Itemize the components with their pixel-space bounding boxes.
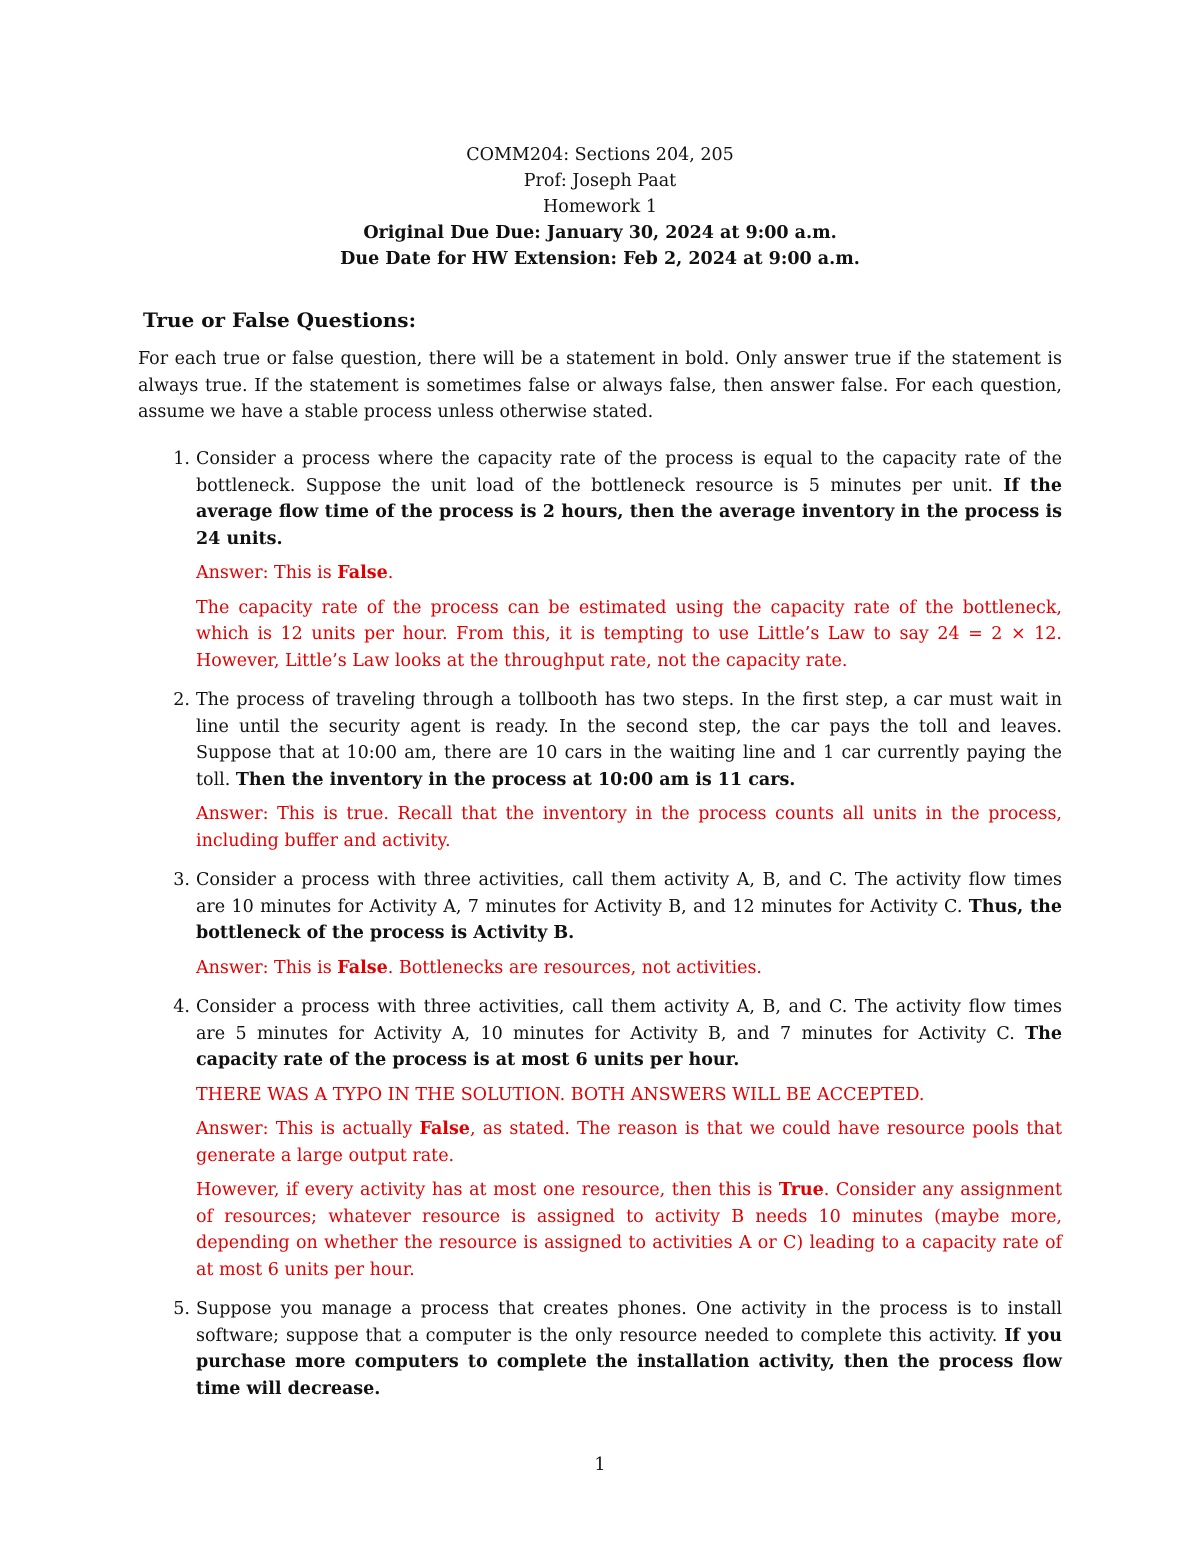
answer-suffix: . Bottlenecks are resources, not activities. (387, 957, 762, 978)
question-4 (138, 994, 1062, 1283)
question-number: 1. (173, 449, 190, 469)
answer-prefix: Answer: This is (196, 957, 338, 978)
question-statement (196, 867, 1062, 947)
page-number: 1 (594, 1455, 606, 1475)
alternative-verdict: True (778, 1180, 824, 1200)
question-bold-statement: Then the inventory in the process at 10:00 am is 11 cars. (235, 769, 796, 790)
question-number: 2. (173, 690, 190, 710)
question-bold-statement: If the average flow time of the process is 2 hours, then the average inventory in the process is 24 units. (196, 475, 1062, 549)
answer-prefix: Answer: This is actually (196, 1119, 420, 1139)
answer-verdict: False (419, 1119, 470, 1139)
question-text: Consider a process with three activities, call them activity A, B, and C. The activity flow times are 5 minutes for Activity A, 10 minutes for Activity B, and 7 minutes for Activity C. (196, 997, 1062, 1044)
question-statement (196, 446, 1062, 552)
question-list (138, 446, 1062, 1415)
answer-line (196, 1116, 1062, 1169)
answer-line (196, 955, 1062, 982)
alternative-prefix: However, if every activity has at most one resource, then this is (196, 1180, 779, 1200)
question-3 (138, 867, 1062, 981)
answer-verdict: False (337, 957, 388, 978)
question-2 (138, 687, 1062, 854)
answer-suffix: , as stated. The reason is that we could have resource pools that generate a large output rate. (196, 1119, 1063, 1166)
question-statement (196, 994, 1062, 1074)
extension-due-date: Due Date for HW Extension: Feb 2, 2024 at 9:00 a.m. (340, 249, 860, 269)
question-bold-statement: The capacity rate of the process is at most 6 units per hour. (196, 1023, 1062, 1070)
question-number: 5. (173, 1299, 190, 1319)
question-text: Consider a process where the capacity rate of the process is equal to the capacity rate of the bottleneck. Suppose the unit load of the bottleneck resource is 5 minutes per unit. (196, 449, 1062, 496)
answer-prefix: Answer: This is (196, 563, 338, 583)
alternative-answer (196, 1177, 1062, 1283)
question-bold-statement: If you purchase more computers to complete the installation activity, then the process flow time will decrease. (196, 1325, 1062, 1399)
original-due-date: Original Due Due: January 30, 2024 at 9:00 a.m. (363, 223, 837, 243)
question-number: 3. (173, 870, 190, 890)
document-header (0, 142, 1200, 272)
question-text: Consider a process with three activities, call them activity A, B, and C. The activity flow times are 10 minutes for Activity A, 7 minutes for Activity B, and 12 minutes for Activity C. (196, 870, 1062, 917)
homework-title: Homework 1 (543, 197, 657, 217)
answer-line (196, 560, 1062, 587)
question-1 (138, 446, 1062, 674)
professor-name: Prof: Joseph Paat (523, 171, 677, 191)
typo-notice: THERE WAS A TYPO IN THE SOLUTION. BOTH ANSWERS WILL BE ACCEPTED. (196, 1084, 925, 1105)
answer-suffix: . (387, 563, 394, 583)
intro-paragraph: For each true or false question, there will be a statement in bold. Only answer true if the statement is always true. If the statement is sometimes false or always false, then answer false. For each question, assume we have a stable process unless otherwise stated. (138, 349, 1062, 422)
course-title: COMM204: Sections 204, 205 (466, 145, 734, 165)
question-statement (196, 687, 1062, 793)
question-bold-statement: Thus, the bottleneck of the process is Activity B. (196, 896, 1062, 943)
question-number: 4. (173, 997, 190, 1017)
question-5 (138, 1296, 1062, 1402)
section-title: True or False Questions: (143, 308, 416, 332)
answer-verdict: False (337, 563, 388, 583)
answer-explanation: The capacity rate of the process can be estimated using the capacity rate of the bottleneck, which is 12 units per hour. From this, it is tempting to use Little’s Law to say 24 = 2 × 12. However, Little’s Law looks at the throughput rate, not the capacity rate. (196, 597, 1062, 671)
question-statement (196, 1296, 1062, 1402)
alternative-suffix: . Consider any assignment of resources; whatever resource is assigned to activity B needs 10 minutes (maybe more, depending on whether the resource is assigned to activities A or C) leading to a capacity rate of at most 6 units per hour. (196, 1180, 1062, 1280)
question-text: The process of traveling through a tollbooth has two steps. In the first step, a car must wait in line until the security agent is ready. In the second step, the car pays the toll and leaves. Suppose that at 10:00 am, there are 10 cars in the waiting line and 1 car currently paying the toll. (196, 690, 1062, 790)
question-text: Suppose you manage a process that creates phones. One activity in the process is to install software; suppose that a computer is the only resource needed to complete this activity. (196, 1299, 1062, 1346)
answer-line: Answer: This is true. Recall that the inventory in the process counts all units in the process, including buffer and activity. (196, 804, 1062, 851)
